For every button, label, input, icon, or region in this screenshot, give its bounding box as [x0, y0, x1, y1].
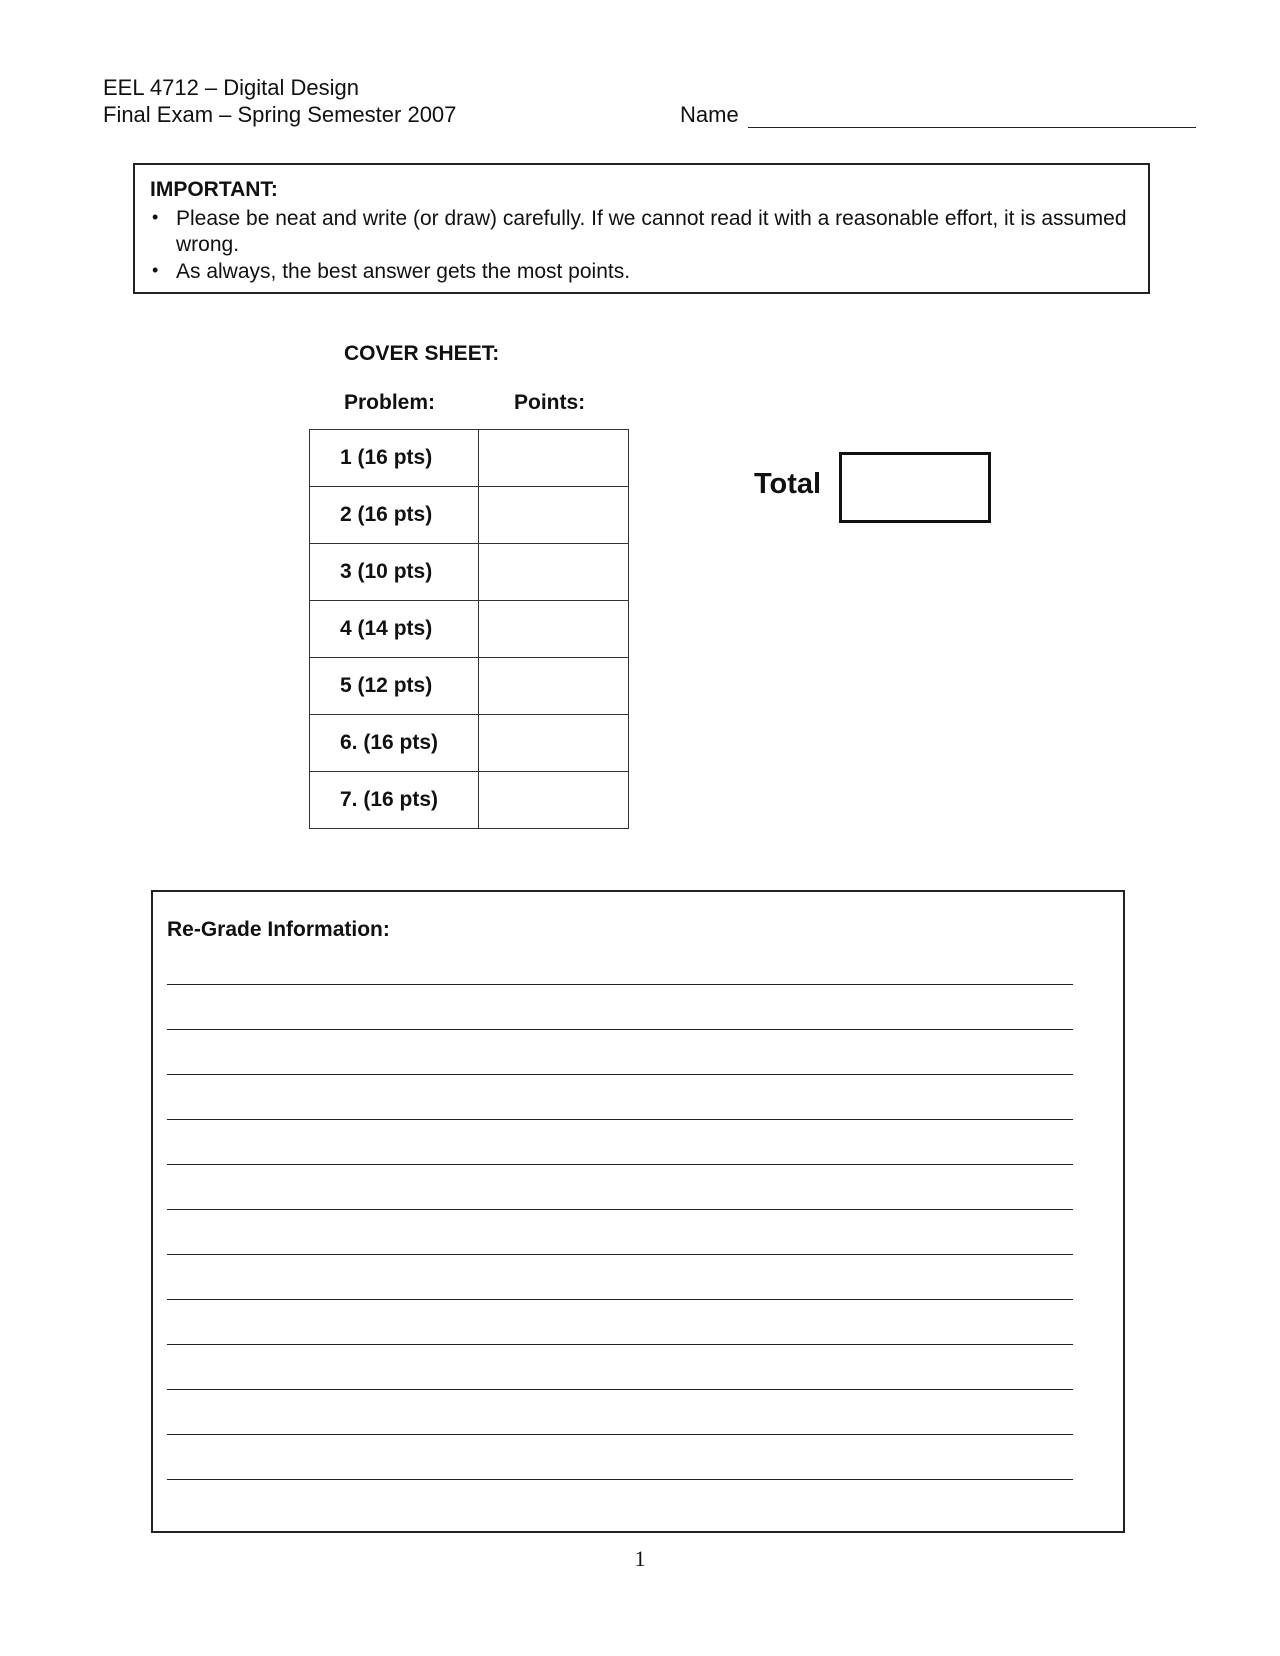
table-row [310, 601, 629, 658]
points-cell[interactable] [478, 601, 628, 658]
regrade-line[interactable] [167, 1434, 1073, 1479]
points-column-header: Points: [514, 391, 586, 414]
regrade-line[interactable] [167, 1389, 1073, 1434]
regrade-line[interactable] [167, 1119, 1073, 1164]
important-bullet-2: As always, the best answer gets the most points. [176, 260, 631, 283]
table-row [310, 430, 629, 487]
regrade-line[interactable] [167, 1254, 1073, 1299]
important-bullet-1: Please be neat and write (or draw) carefully. If we cannot read it with a reasonable effort, it is assumed wrong. [176, 207, 1127, 256]
points-cell[interactable] [478, 544, 628, 601]
name-field-line[interactable] [748, 127, 1196, 128]
points-cell[interactable] [478, 658, 628, 715]
regrade-line[interactable] [167, 984, 1073, 1029]
regrade-line[interactable] [167, 1164, 1073, 1209]
regrade-line[interactable] [167, 1074, 1073, 1119]
table-row [310, 658, 629, 715]
regrade-lines [167, 984, 1073, 1524]
cover-sheet-title: COVER SHEET: [344, 342, 500, 365]
problem-label: 1 (16 pts) [310, 430, 479, 487]
table-row [310, 715, 629, 772]
problem-label: 6. (16 pts) [310, 715, 479, 772]
table-row [310, 772, 629, 829]
table-row [310, 544, 629, 601]
bullet-icon: • [152, 207, 159, 227]
name-label: Name [680, 102, 739, 127]
total-label: Total [754, 468, 822, 500]
problem-label: 3 (10 pts) [310, 544, 479, 601]
important-title: IMPORTANT: [150, 178, 278, 201]
regrade-line[interactable] [167, 1344, 1073, 1389]
problem-label: 4 (14 pts) [310, 601, 479, 658]
problem-label: 2 (16 pts) [310, 487, 479, 544]
course-title: EEL 4712 – Digital Design [103, 75, 360, 100]
problem-label: 7. (16 pts) [310, 772, 479, 829]
points-cell[interactable] [478, 487, 628, 544]
total-score-box[interactable] [839, 452, 991, 523]
points-cell[interactable] [478, 430, 628, 487]
page-number: 1 [634, 1546, 646, 1571]
regrade-line[interactable] [167, 1479, 1073, 1524]
regrade-line[interactable] [167, 1209, 1073, 1254]
problem-column-header: Problem: [344, 391, 436, 414]
exam-title: Final Exam – Spring Semester 2007 [103, 102, 457, 127]
score-table [309, 429, 629, 829]
points-cell[interactable] [478, 772, 628, 829]
regrade-line[interactable] [167, 1029, 1073, 1074]
problem-label: 5 (12 pts) [310, 658, 479, 715]
bullet-icon: • [152, 260, 159, 280]
table-row [310, 487, 629, 544]
points-cell[interactable] [478, 715, 628, 772]
regrade-line[interactable] [167, 1299, 1073, 1344]
regrade-title: Re-Grade Information: [167, 918, 390, 941]
